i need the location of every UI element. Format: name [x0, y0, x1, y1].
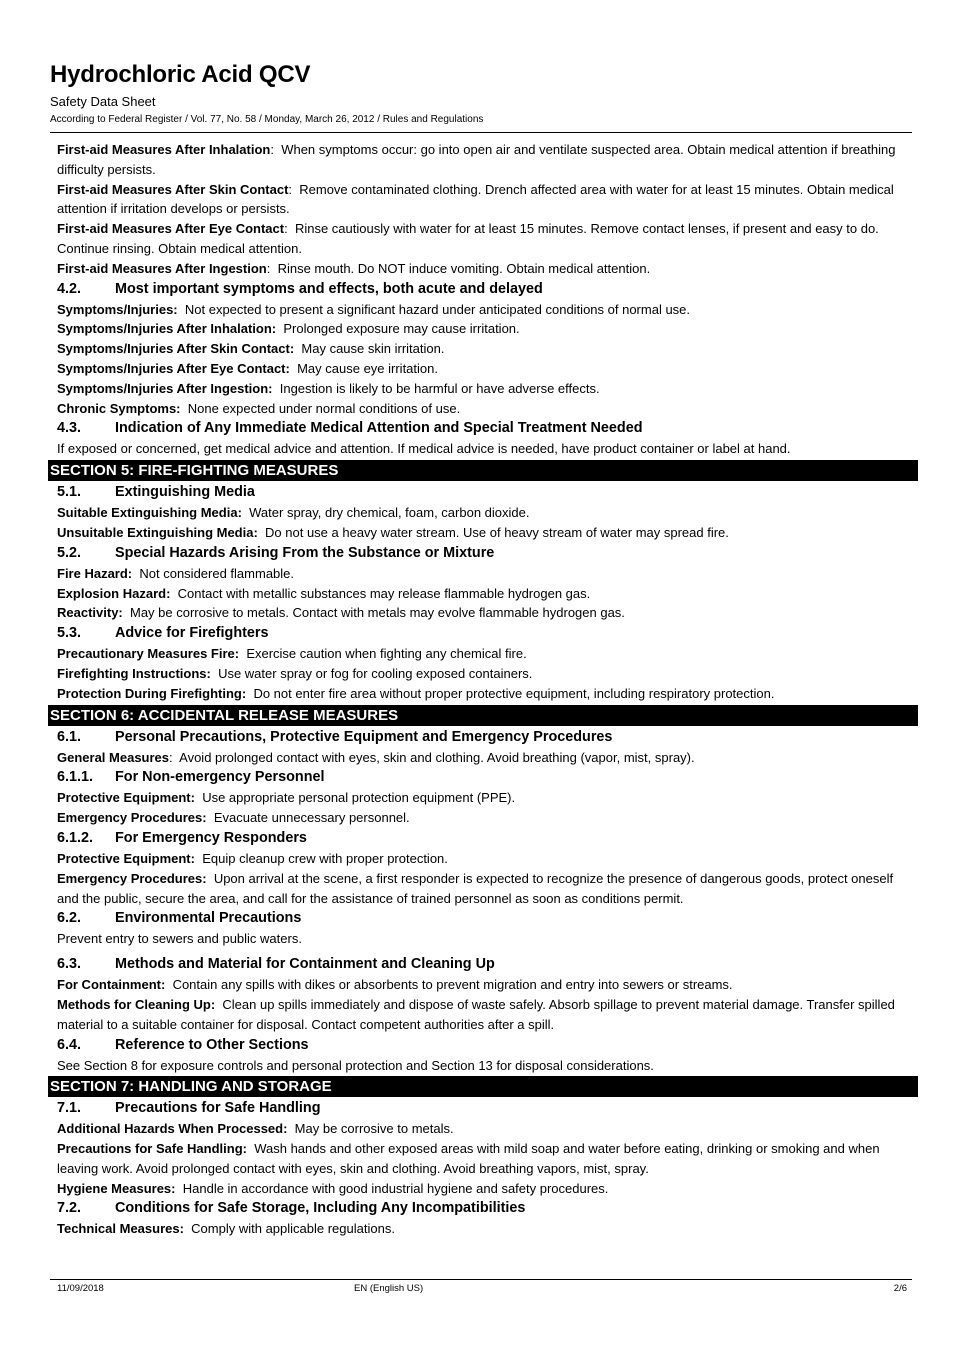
symptoms-ingestion: Symptoms/Injuries After Ingestion: Ingestion is likely to be harmful or have adverse effects. [57, 380, 600, 396]
subsection-heading-6-1: 6.1. Personal Precautions, Protective Equipment and Emergency Procedures [57, 728, 613, 745]
environmental-precautions-text: Prevent entry to sewers and public waters. [57, 931, 302, 947]
regulation-reference: According to Federal Register / Vol. 77, No. 58 / Monday, March 26, 2012 / Rules and Regulations [50, 114, 484, 125]
unsuitable-media: Unsuitable Extinguishing Media: Do not use a heavy water stream. Use of heavy stream of water may spread fire. [57, 524, 729, 540]
symptoms: Symptoms/Injuries: Not expected to present a significant hazard under anticipated conditions of normal use. [57, 301, 691, 317]
subsection-heading-7-1: 7.1. Precautions for Safe Handling [57, 1100, 321, 1117]
general-measures: General Measures: Avoid prolonged contact with eyes, skin and clothing. Avoid breathing (vapor, mist, spray). [57, 749, 695, 765]
document-body [50, 140, 909, 1239]
first-aid-eye: First-aid Measures After Eye Contact: Rinse cautiously with water for at least 15 minutes. Remove contact lenses, if present and easy to do. Continue rinsing. Obtain medical attention. [57, 221, 879, 256]
precautions-safe-handling: Precautions for Safe Handling: Wash hands and other exposed areas with mild soap and water before eating, drinking or smoking and when leaving work. Avoid prolonged contact with eyes, skin and clothing. Avoid breathing vapors, mist, spray. [57, 1141, 880, 1176]
chronic-symptoms: Chronic Symptoms: None expected under normal conditions of use. [57, 400, 461, 416]
subsection-heading-5-1: 5.1. Extinguishing Media [57, 484, 255, 501]
document-header [50, 60, 912, 126]
footer-page-number: 2/6 [893, 1283, 907, 1294]
subsection-heading-5-3: 5.3. Advice for Firefighters [57, 625, 269, 642]
footer-date: 11/09/2018 [57, 1283, 104, 1294]
document-title: Hydrochloric Acid QCV [50, 61, 311, 88]
medical-attention-text: If exposed or concerned, get medical advice and attention. If medical advice is needed, have product container or label at hand. [57, 441, 791, 457]
subsection-heading-6-2: 6.2. Environmental Precautions [57, 910, 302, 927]
explosion-hazard: Explosion Hazard: Contact with metallic substances may release flammable hydrogen gas. [57, 585, 591, 601]
subsection-heading-7-2: 7.2. Conditions for Safe Storage, Including Any Incompatibilities [57, 1200, 526, 1217]
section-6-header: SECTION 6: ACCIDENTAL RELEASE MEASURES [48, 705, 918, 726]
document-subtitle: Safety Data Sheet [50, 94, 156, 109]
symptoms-eye: Symptoms/Injuries After Eye Contact: May cause eye irritation. [57, 360, 438, 376]
fire-hazard: Fire Hazard: Not considered flammable. [57, 565, 295, 581]
protection-during-firefighting: Protection During Firefighting: Do not enter fire area without proper protective equipment, including respiratory protection. [57, 685, 775, 701]
subsection-heading-5-2: 5.2. Special Hazards Arising From the Substance or Mixture [57, 544, 495, 561]
subsection-heading-4-3: 4.3. Indication of Any Immediate Medical Attention and Special Treatment Needed [57, 420, 643, 437]
suitable-media: Suitable Extinguishing Media: Water spray, dry chemical, foam, carbon dioxide. [57, 505, 530, 521]
methods-cleaning-up: Methods for Cleaning Up: Clean up spills immediately and dispose of waste safely. Absorb spillage to prevent material damage. Transfer spilled material to a suitable container for disposal. Contact competent authorities after a spill. [57, 996, 895, 1032]
subsection-heading-6-1-2: 6.1.2. For Emergency Responders [57, 829, 307, 846]
technical-measures: Technical Measures: Comply with applicable regulations. [57, 1221, 395, 1237]
hygiene-measures: Hygiene Measures: Handle in accordance with good industrial hygiene and safety procedures. [57, 1180, 609, 1196]
subsection-heading-4-2: 4.2. Most important symptoms and effects, both acute and delayed [57, 280, 543, 297]
symptoms-skin: Symptoms/Injuries After Skin Contact: May cause skin irritation. [57, 341, 445, 357]
precautionary-measures-fire: Precautionary Measures Fire: Exercise caution when fighting any chemical fire. [57, 646, 527, 662]
non-emergency-procedures: Emergency Procedures: Evacuate unnecessary personnel. [57, 810, 410, 826]
footer-divider [50, 1279, 912, 1280]
non-emergency-protective-equipment: Protective Equipment: Use appropriate personal protection equipment (PPE). [57, 790, 516, 806]
symptoms-inhalation: Symptoms/Injuries After Inhalation: Prolonged exposure may cause irritation. [57, 321, 520, 337]
first-aid-inhalation: First-aid Measures After Inhalation: When symptoms occur: go into open air and ventilate suspected area. Obtain medical attention if breathing difficulty persists. [57, 142, 896, 177]
reference-other-sections-text: See Section 8 for exposure controls and personal protection and Section 13 for disposal considerations. [57, 1057, 654, 1073]
firefighting-instructions: Firefighting Instructions: Use water spray or fog for cooling exposed containers. [57, 665, 533, 681]
first-aid-ingestion: First-aid Measures After Ingestion: Rinse mouth. Do NOT induce vomiting. Obtain medical attention. [57, 260, 651, 276]
responder-protective-equipment: Protective Equipment: Equip cleanup crew with proper protection. [57, 850, 448, 866]
for-containment: For Containment: Contain any spills with dikes or absorbents to prevent migration and entry into sewers or streams. [57, 977, 733, 993]
header-divider [50, 132, 912, 133]
subsection-heading-6-1-1: 6.1.1. For Non-emergency Personnel [57, 769, 325, 786]
first-aid-skin: First-aid Measures After Skin Contact: Remove contaminated clothing. Drench affected area with water for at least 15 minutes. Obtain medical attention if irritation develops or persists. [57, 181, 894, 217]
section-5-header: SECTION 5: FIRE-FIGHTING MEASURES [48, 460, 918, 481]
additional-hazards: Additional Hazards When Processed: May be corrosive to metals. [57, 1121, 454, 1137]
subsection-heading-6-3: 6.3. Methods and Material for Containment and Cleaning Up [57, 956, 495, 973]
footer-language: EN (English US) [354, 1283, 424, 1294]
subsection-heading-6-4: 6.4. Reference to Other Sections [57, 1036, 309, 1053]
section-7-header: SECTION 7: HANDLING AND STORAGE [48, 1076, 918, 1097]
responder-emergency-procedures: Emergency Procedures: Upon arrival at the scene, a first responder is expected to recognize the presence of dangerous goods, protect oneself and the public, secure the area, and call for the assistance of trained personnel as soon as conditions permit. [57, 870, 894, 906]
reactivity: Reactivity: May be corrosive to metals. Contact with metals may evolve flammable hydrogen gas. [57, 605, 625, 621]
